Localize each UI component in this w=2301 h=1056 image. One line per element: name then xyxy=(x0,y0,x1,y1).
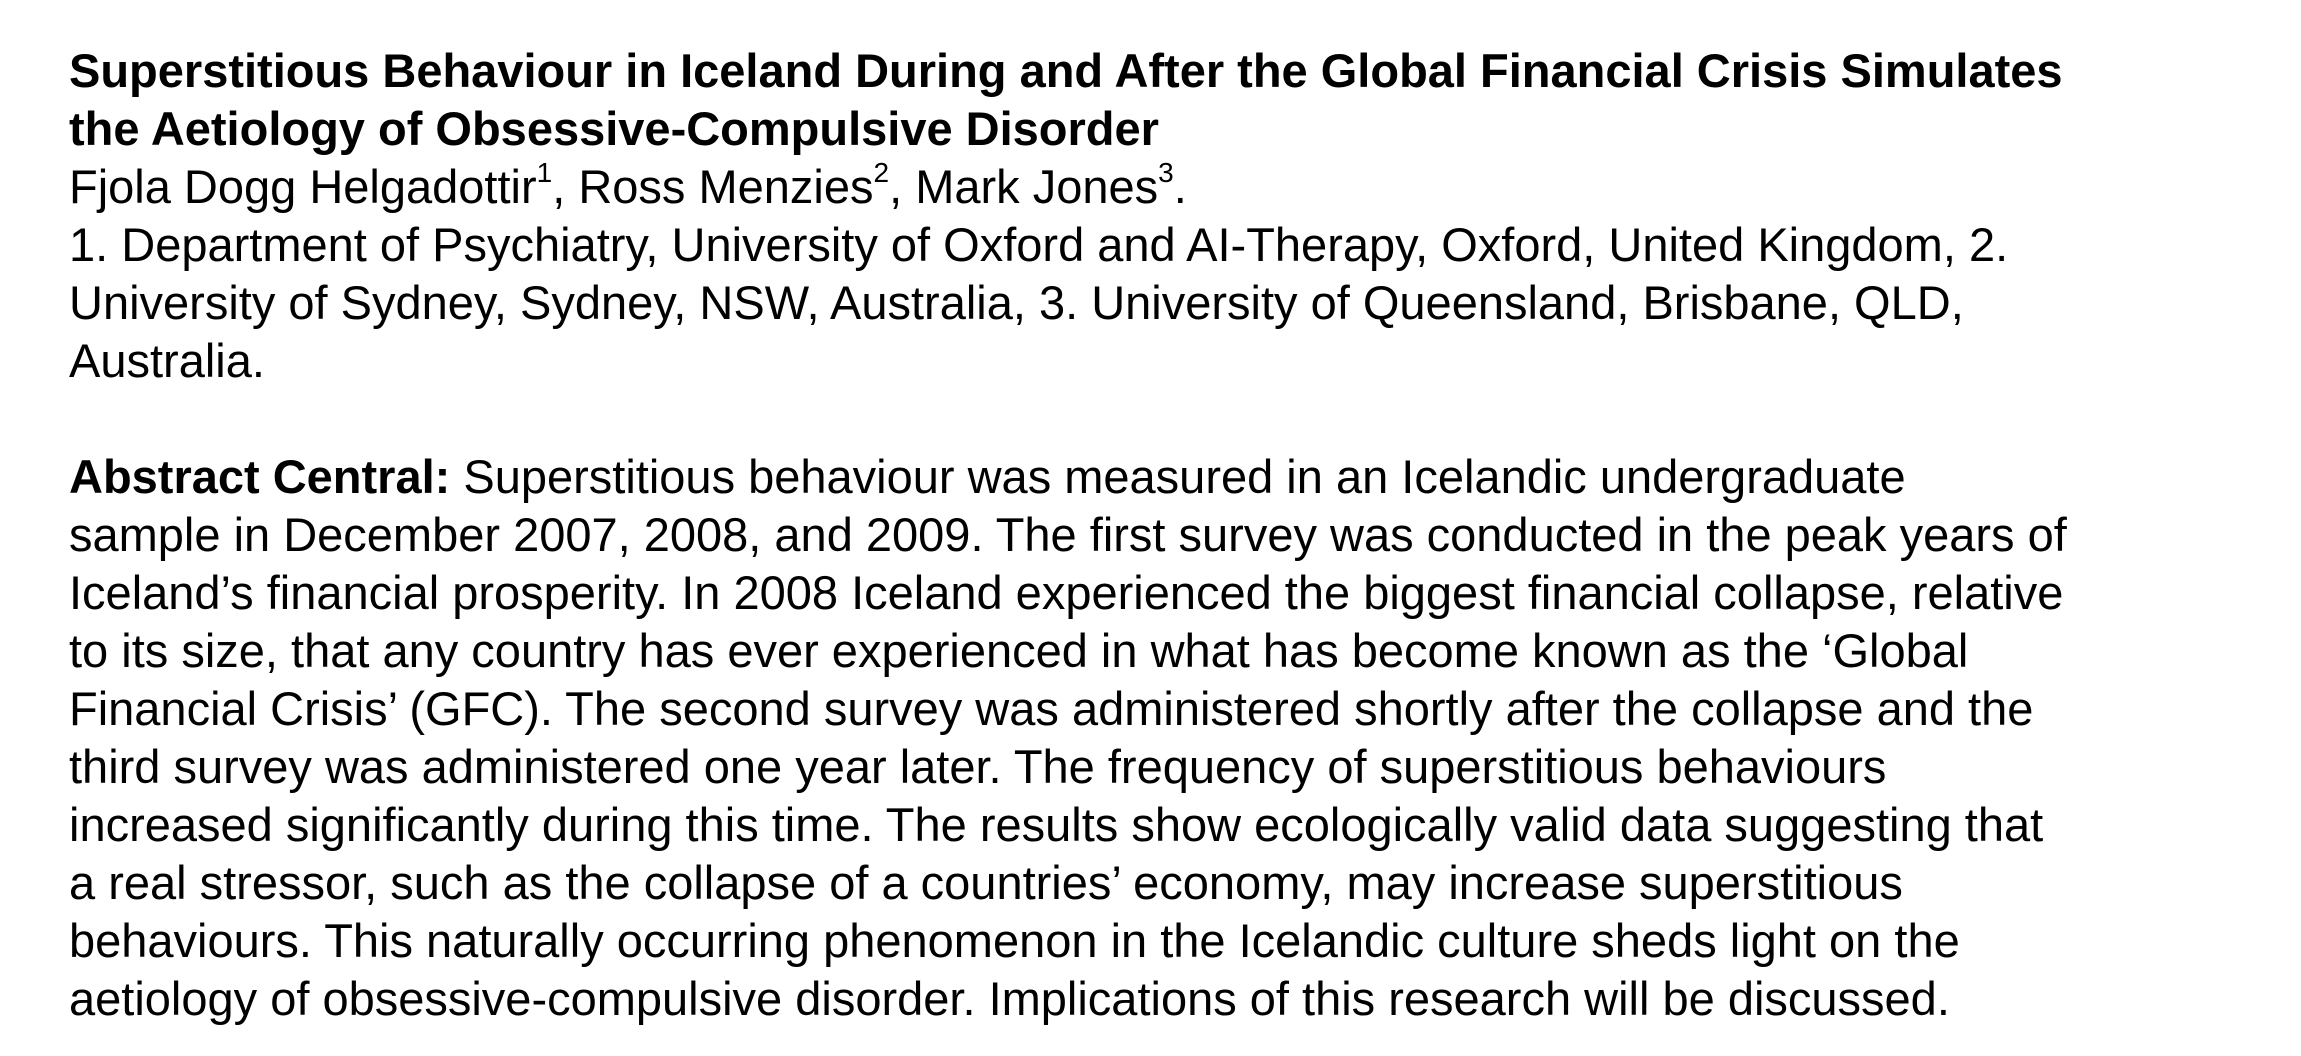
author-list xyxy=(69,158,2269,216)
author-separator: , xyxy=(552,160,579,213)
paper-title xyxy=(69,42,2269,158)
abstract-text: Superstitious behaviour was measured in an Icelandic undergraduate xyxy=(463,450,1906,503)
abstract-line: a real stressor, such as the collapse of a countries’ economy, may increase superstitious xyxy=(69,856,1903,909)
abstract-line: behaviours. This naturally occurring phenomenon in the Icelandic culture sheds light on the xyxy=(69,914,1960,967)
abstract-body xyxy=(69,448,2269,1028)
abstract-document xyxy=(69,42,2269,1028)
abstract-line xyxy=(69,448,2269,506)
author-affiliation-marker: 2 xyxy=(873,157,890,189)
author-name: Fjola Dogg Helgadottir xyxy=(69,160,537,213)
abstract-line: to its size, that any country has ever experienced in what has become known as the ‘Global xyxy=(69,624,1969,677)
abstract-line: increased significantly during this time. The results show ecologically valid data suggesting that xyxy=(69,798,2044,851)
abstract-line: sample in December 2007, 2008, and 2009. The first survey was conducted in the peak years of xyxy=(69,508,2067,561)
author-affiliation-marker: 3 xyxy=(1158,157,1174,189)
author-name: Mark Jones xyxy=(915,160,1159,213)
author-separator: , xyxy=(889,160,916,213)
abstract-line: aetiology of obsessive-compulsive disorder. Implications of this research will be discussed. xyxy=(69,972,1950,1025)
abstract-line: Iceland’s financial prosperity. In 2008 Iceland experienced the biggest financial collapse, relative xyxy=(69,566,2064,619)
abstract-label: Abstract Central: xyxy=(69,450,451,503)
affiliation-line: University of Sydney, Sydney, NSW, Australia, 3. University of Queensland, Brisbane, QLD, xyxy=(69,276,1964,329)
paper-title-line: the Aetiology of Obsessive-Compulsive Disorder xyxy=(69,102,1159,155)
affiliation-list xyxy=(69,216,2269,390)
author-name: Ross Menzies xyxy=(578,160,874,213)
abstract-line: third survey was administered one year later. The frequency of superstitious behaviours xyxy=(69,740,1887,793)
affiliation-line: Australia. xyxy=(69,334,265,387)
paper-title-line: Superstitious Behaviour in Iceland During and After the Global Financial Crisis Simulates xyxy=(69,44,2063,97)
section-spacer xyxy=(69,390,2269,448)
affiliation-line: 1. Department of Psychiatry, University of Oxford and AI-Therapy, Oxford, United Kingdom, 2. xyxy=(69,218,2009,271)
abstract-line: Financial Crisis’ (GFC). The second survey was administered shortly after the collapse and the xyxy=(69,682,2034,735)
author-affiliation-marker: 1 xyxy=(536,157,553,189)
author-separator: . xyxy=(1173,160,1187,213)
